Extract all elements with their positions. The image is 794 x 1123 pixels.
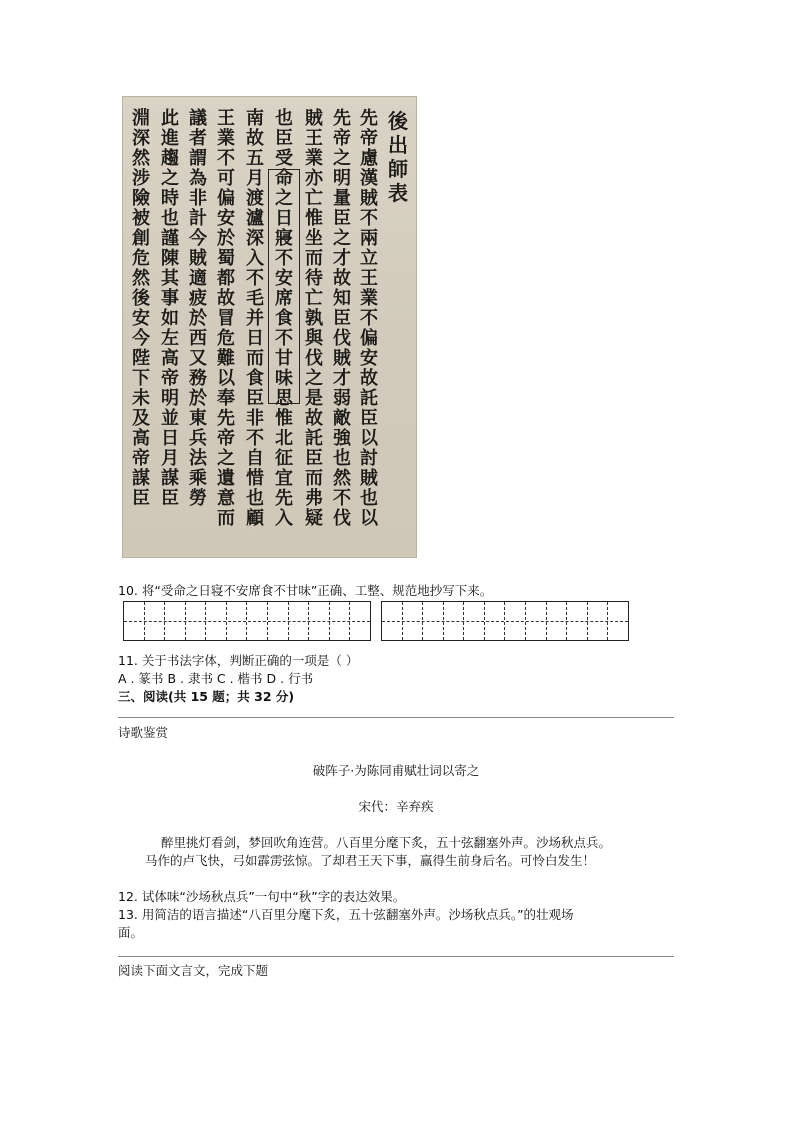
question-11: 11. 关于书法字体，判断正确的一项是（ ） bbox=[118, 653, 359, 668]
calligraphy-column: 此進趨之時也謹陳其事如左高帝明並日月謀臣 bbox=[161, 108, 179, 509]
calligraphy-column: 賊王業亦亡惟坐而待亡孰與伐之是故託臣而弗疑 bbox=[305, 108, 323, 529]
reading-intro: 阅读下面文言文，完成下题 bbox=[118, 963, 269, 978]
divider bbox=[118, 956, 674, 957]
divider bbox=[118, 717, 674, 718]
calligraphy-column: 王業不可偏安於蜀都故冒危難以奉先帝之遺意而 bbox=[217, 108, 235, 529]
calligraphy-image bbox=[122, 96, 417, 558]
question-12: 12. 试体味“沙场秋点兵”一句中“秋”字的表达效果。 bbox=[118, 889, 406, 904]
poem-line: 马作的卢飞快，弓如霹雳弦惊。了却君王天下事，赢得生前身后名。可怜白发生！ bbox=[145, 853, 596, 868]
calligraphy-column: 先帝慮漢賊不兩立王業不偏安故託臣以討賊也以 bbox=[360, 108, 378, 529]
calligraphy-column-title: 後出師表 bbox=[388, 109, 408, 205]
calligraphy-column: 也臣受命之日寢不安席食不甘味思惟北征宜先入 bbox=[275, 108, 293, 529]
question-13-cont: 面。 bbox=[118, 925, 144, 940]
writing-grid-right[interactable] bbox=[381, 601, 629, 641]
question-13: 13. 用简洁的语言描述“八百里分麾下炙，五十弦翻塞外声。沙场秋点兵。”的壮观场 bbox=[118, 907, 574, 922]
question-11-options: A . 篆书 B . 隶书 C . 楷书 D . 行书 bbox=[118, 671, 314, 686]
calligraphy-column: 南故五月渡瀘深入不毛并日而食臣非不自惜也顧 bbox=[246, 108, 264, 529]
writing-grid-left[interactable] bbox=[123, 601, 371, 641]
poetry-label: 诗歌鉴赏 bbox=[118, 725, 169, 740]
question-10: 10. 将“受命之日寝不安席食不甘味”正确、工整、规范地抄写下来。 bbox=[118, 583, 493, 598]
calligraphy-column: 議者謂為非計今賊適疲於西又務於東兵法乘勞 bbox=[189, 108, 207, 509]
calligraphy-column: 先帝之明量臣之才故知臣伐賊才弱敵強也然不伐 bbox=[333, 108, 351, 529]
poem-line: 醉里挑灯看剑，梦回吹角连营。八百里分麾下炙，五十弦翻塞外声。沙场秋点兵。 bbox=[161, 835, 612, 850]
poem-author: 宋代：辛弃疾 bbox=[358, 799, 434, 814]
section-heading: 三、阅读(共 15 题；共 32 分) bbox=[118, 689, 295, 704]
poem-title: 破阵子·为陈同甫赋壮词以寄之 bbox=[312, 763, 480, 778]
highlight-box bbox=[268, 169, 300, 404]
calligraphy-column: 淵深然涉險被創危然後安今陛下未及高帝謀臣 bbox=[132, 108, 150, 509]
